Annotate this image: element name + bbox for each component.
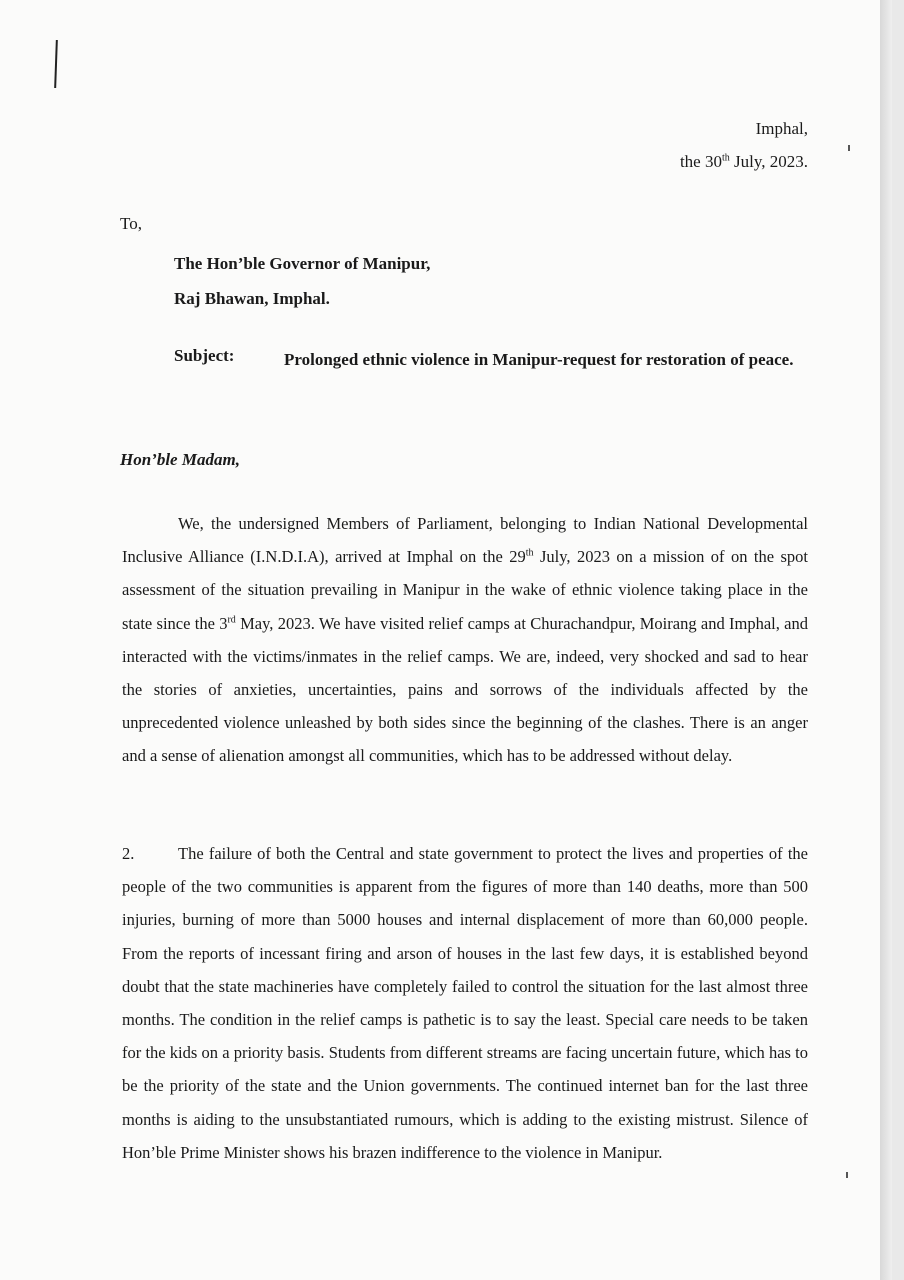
addressee-line-2: Raj Bhawan, Imphal. [174, 289, 330, 308]
paragraph-number: 2. [122, 844, 135, 863]
addressee-line-1: The Hon’ble Governor of Manipur, [174, 254, 431, 273]
to-label: To, [120, 214, 142, 233]
subject-label: Subject: [174, 346, 235, 365]
date: the 30th July, 2023. [679, 152, 808, 171]
subject-text: Prolonged ethnic violence in Manipur-request for restoration of peace. [284, 350, 794, 369]
place-date-block [680, 112, 808, 178]
scan-speck [846, 1172, 848, 1178]
place: Imphal, [755, 119, 808, 138]
paragraph-2: 2. The failure of both the Central and state government to protect the lives and properties of the people of the two communities is apparent from the figures of more than 140 deaths, more than 500 injuries, burning of more than 5000 houses and internal displacement of more than 60,000 people. From the reports of incessant firing and arson of houses in the last few days, it is established beyond doubt that the state machineries have completely failed to control the situation for the last almost three months. The condition in the relief camps is pathetic is to say the least. Special care needs to be taken for the kids on a priority basis. Students from different streams are facing uncertain future, which has to be the priority of the state and the Union governments. The continued internet ban for the last three months is aiding to the unsubstantiated rumours, which is adding to the existing mistrust. Silence of Hon’ble Prime Minister shows his brazen indifference to the violence in Manipur. [122, 837, 808, 1169]
margin-mark [54, 40, 58, 88]
scan-speck [848, 145, 850, 151]
addressee-block [174, 246, 430, 316]
paragraph-1: We, the undersigned Members of Parliament, belonging to Indian National Developmental Inclusive Alliance (I.N.D.I.A), arrived at Imphal on the 29th July, 2023 on a mission of on the spot assessment of the situation prevailing in Manipur in the wake of ethnic violence taking place in the state since the 3rd May, 2023. We have visited relief camps at Churachandpur, Moirang and Imphal, and interacted with the victims/inmates in the relief camps. We are, indeed, very shocked and sad to hear the stories of anxieties, uncertainties, pains and sorrows of the individuals affected by the unprecedented violence unleashed by both sides since the beginning of the clashes. There is an anger and a sense of alienation amongst all communities, which has to be addressed without delay. [122, 514, 808, 766]
salutation: Hon’ble Madam, [120, 450, 240, 469]
page-edge-shadow [880, 0, 892, 1280]
